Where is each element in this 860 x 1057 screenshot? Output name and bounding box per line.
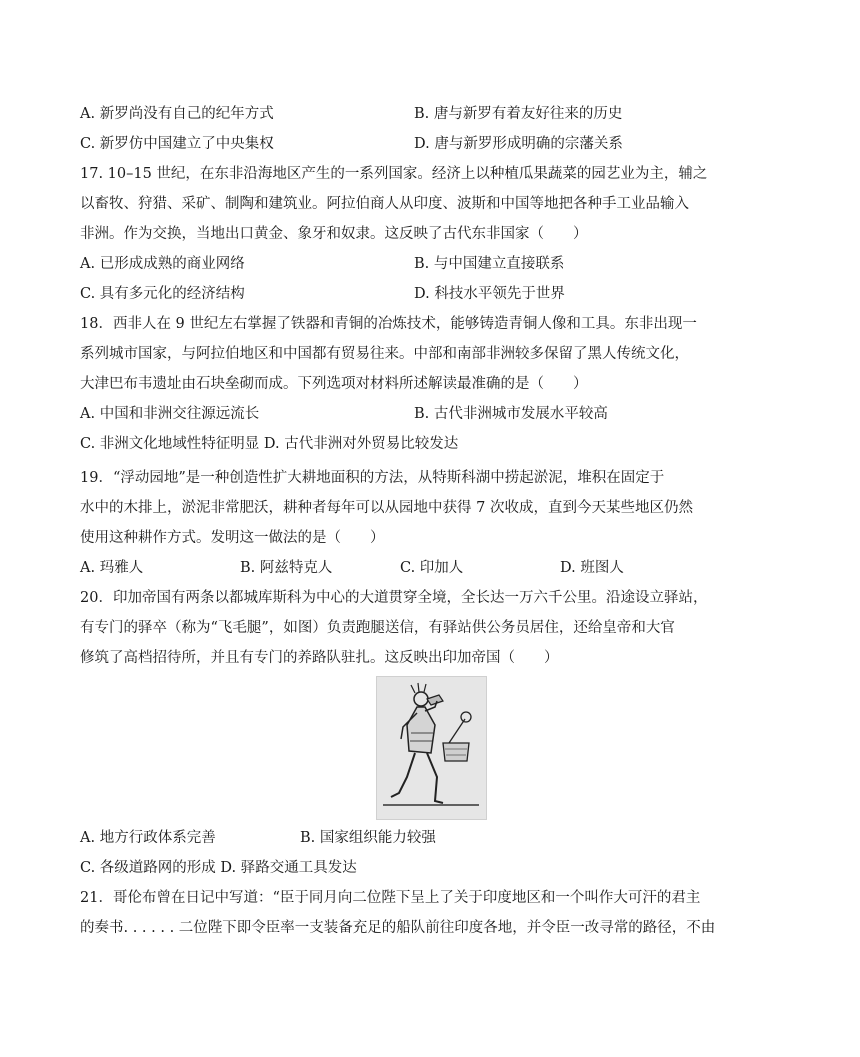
q19-stem-line-1: 19．“浮动园地”是一种创造性扩大耕地面积的方法，从特斯科湖中捞起淤泥，堆积在固定于: [80, 470, 665, 486]
q20-option-b: B. 国家组织能力较强: [300, 830, 436, 846]
q16-option-d: D. 唐与新罗形成明确的宗藩关系: [414, 136, 623, 152]
q20-option-a: A. 地方行政体系完善: [80, 830, 216, 846]
q20-stem-line-3: 修筑了高档招待所，并且有专门的养路队驻扎。这反映出印加帝国（ ）: [80, 650, 559, 666]
q16-option-b: B. 唐与新罗有着友好往来的历史: [414, 106, 623, 122]
chasqui-drawing: [377, 677, 486, 819]
q17-stem-line-2: 以畜牧、狩猎、采矿、制陶和建筑业。阿拉伯商人从印度、波斯和中国等地把各种手工业品输入: [80, 196, 689, 212]
q17-stem-line-3: 非洲。作为交换，当地出口黄金、象牙和奴隶。这反映了古代东非国家（ ）: [80, 226, 588, 242]
q16-option-a: A. 新罗尚没有自己的纪年方式: [80, 106, 274, 122]
q18-stem-line-3: 大津巴布韦遗址由石块垒砌而成。下列选项对材料所述解读最准确的是（ ）: [80, 376, 588, 392]
q19-option-a: A. 玛雅人: [80, 560, 144, 576]
q19-option-d: D. 班图人: [560, 560, 624, 576]
q17-option-c: C. 具有多元化的经济结构: [80, 286, 245, 302]
chasqui-illustration: [376, 676, 487, 820]
q18-option-cd: C. 非洲文化地域性特征明显 D. 古代非洲对外贸易比较发达: [80, 436, 459, 452]
q17-option-b: B. 与中国建立直接联系: [414, 256, 565, 272]
q19-stem-line-2: 水中的木排上，淤泥非常肥沃，耕种者每年可以从园地中获得 7 次收成，直到今天某些地区仍然: [80, 500, 693, 516]
q19-option-b: B. 阿兹特克人: [240, 560, 333, 576]
q17-option-d: D. 科技水平领先于世界: [414, 286, 565, 302]
q19-option-c: C. 印加人: [400, 560, 464, 576]
q21-stem-line-2: 的奏书. . . . . . 二位陛下即令臣率一支装备充足的船队前往印度各地，并令臣一改寻常的路径，不由: [80, 920, 716, 936]
q18-stem-line-1: 18．西非人在 9 世纪左右掌握了铁器和青铜的冶炼技术，能够铸造青铜人像和工具。东非出现一: [80, 316, 697, 332]
q20-option-cd: C. 各级道路网的形成 D. 驿路交通工具发达: [80, 860, 357, 876]
q21-stem-line-1: 21．哥伦布曾在日记中写道：“臣于同月向二位陛下呈上了关于印度地区和一个叫作大可汗的君主: [80, 890, 701, 906]
q20-stem-line-2: 有专门的驿卒（称为“飞毛腿”，如图）负责跑腿送信，有驿站供公务员居住，还给皇帝和大官: [80, 620, 675, 636]
q18-stem-line-2: 系列城市国家，与阿拉伯地区和中国都有贸易往来。中部和南部非洲较多保留了黑人传统文化，: [80, 346, 689, 362]
q18-option-b: B. 古代非洲城市发展水平较高: [414, 406, 608, 422]
q20-stem-line-1: 20．印加帝国有两条以都城库斯科为中心的大道贯穿全境，全长达一万六千公里。沿途设立驿站，: [80, 590, 708, 606]
q18-option-a: A. 中国和非洲交往源远流长: [80, 406, 260, 422]
q17-option-a: A. 已形成成熟的商业网络: [80, 256, 245, 272]
q16-option-c: C. 新罗仿中国建立了中央集权: [80, 136, 274, 152]
q19-stem-line-3: 使用这种耕作方式。发明这一做法的是（ ）: [80, 530, 385, 546]
q17-stem-line-1: 17. 10–15 世纪，在东非沿海地区产生的一系列国家。经济上以种植瓜果蔬菜的园艺业为主，辅之: [80, 166, 708, 182]
